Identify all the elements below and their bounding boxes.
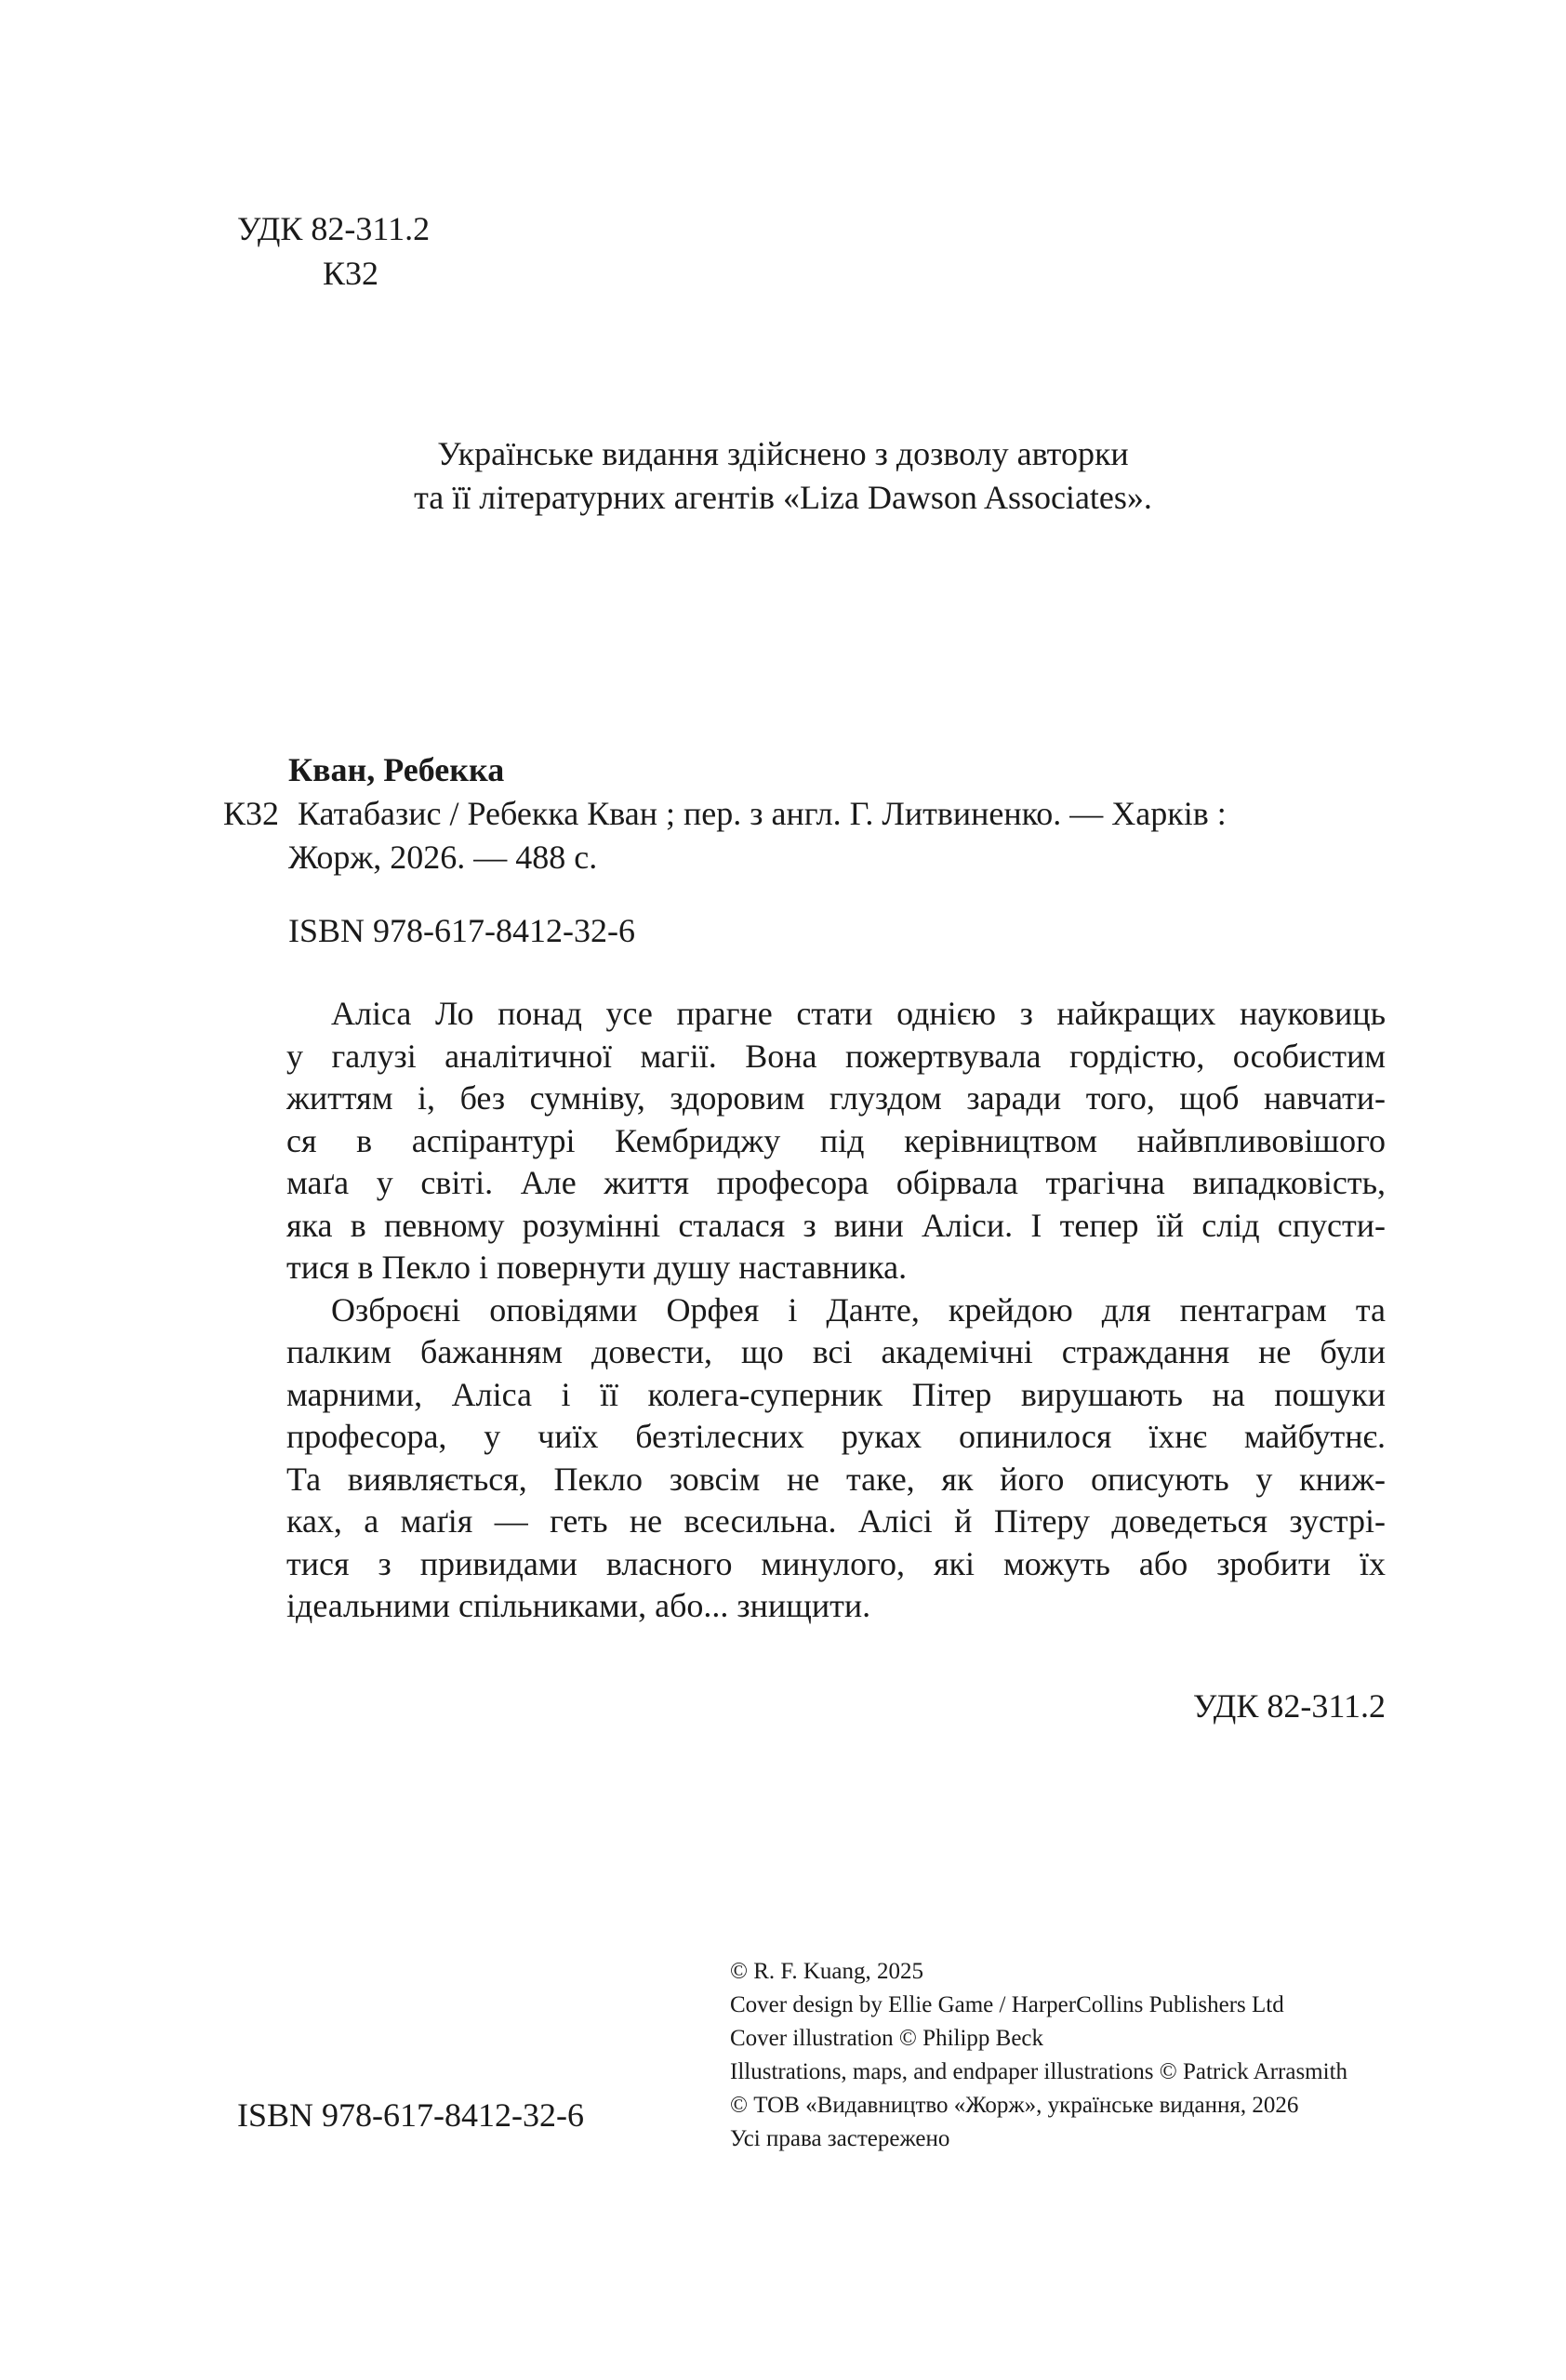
catalog-description [288, 836, 1386, 879]
copyright-line: Cover design by Ellie Game / HarperCollins Publishers Ltd [730, 1992, 1284, 2017]
annotation-line: марними, Аліса і її колега-суперник Пітер вирушають на пошуки [286, 1375, 1386, 1413]
annotation-line: палким бажанням довести, що всі академічні страждання не були [286, 1333, 1386, 1370]
catalog-isbn: ISBN 978-617-8412-32-6 [288, 912, 635, 949]
annotation-line: маґа у світі. Але життя професора обірвала трагічна випадковість, [286, 1164, 1386, 1201]
catalog-description-line: Жорж, 2026. — 488 с. [288, 839, 598, 876]
author-mark: К32 [323, 255, 379, 292]
udc-code-bottom: УДК 82-311.2 [1192, 1687, 1386, 1725]
permission-line: Українське видання здійснено з дозволу авторки [437, 435, 1129, 472]
annotation-line: життям і, без сумніву, здоровим глуздом заради того, щоб навчати- [286, 1079, 1386, 1117]
catalog-entry-row [223, 836, 1386, 879]
annotation-line: тися в Пекло і повернути душу наставника. [286, 1249, 908, 1286]
permission-line: та її літературних агентів «Liza Dawson Associates». [414, 479, 1152, 516]
udc-classification-block [237, 206, 430, 296]
annotation-line: Озброєні оповідями Орфея і Данте, крейдою для пентаграм та [331, 1290, 1386, 1329]
permission-notice [279, 432, 1287, 520]
annotation-line: ках, а маґія — геть не всесильна. Алісі й Пітеру доведеться зустрі- [286, 1502, 1386, 1540]
copyright-line: Illustrations, maps, and endpaper illustrations © Patrick Arrasmith [730, 2059, 1348, 2084]
copyright-line: © R. F. Kuang, 2025 [730, 1959, 923, 1984]
annotation-line: Та виявляється, Пекло зовсім не таке, як його описують у книж- [286, 1460, 1386, 1498]
isbn-bottom: ISBN 978-617-8412-32-6 [237, 2096, 584, 2134]
copyright-line: Усі права застережено [730, 2126, 950, 2151]
catalog-author: Кван, Ребекка [288, 751, 505, 788]
annotation-line: професора, у чиїх безтілесних руках опинилося їхнє майбутнє. [286, 1418, 1386, 1455]
catalog-author-mark: К32 [223, 795, 280, 832]
annotation-line: ідеальними спільниками, або... знищити. [286, 1587, 871, 1624]
udc-code: УДК 82-311.2 [237, 210, 431, 247]
annotation-line: ся в аспірантурі Кембриджу під керівництвом найвпливовішого [286, 1121, 1386, 1159]
copyright-line: Cover illustration © Philipp Beck [730, 2026, 1044, 2051]
annotation-line: тися з привидами власного минулого, які можуть або зробити їх [286, 1544, 1386, 1582]
copyright-line: © ТОВ «Видавництво «Жорж», українське видання, 2026 [730, 2093, 1299, 2118]
catalog-entry-row [223, 792, 1386, 836]
catalog-description-line: Катабазис / Ребекка Кван ; пер. з англ. Г. Литвиненко. — Харків : [298, 795, 1227, 832]
annotation-line: яка в певному розумінні сталася з вини Аліси. І тепер їй слід спусти- [286, 1206, 1386, 1244]
catalog-description [288, 792, 1386, 836]
copyright-block [730, 1955, 1347, 2156]
book-annotation [286, 993, 1386, 1628]
annotation-line: у галузі аналітичної магії. Вона пожертвувала гордістю, особистим [286, 1037, 1386, 1075]
catalog-card [223, 748, 1386, 879]
annotation-line: Аліса Ло понад усе прагне стати однією з найкращих науковиць [331, 995, 1386, 1032]
